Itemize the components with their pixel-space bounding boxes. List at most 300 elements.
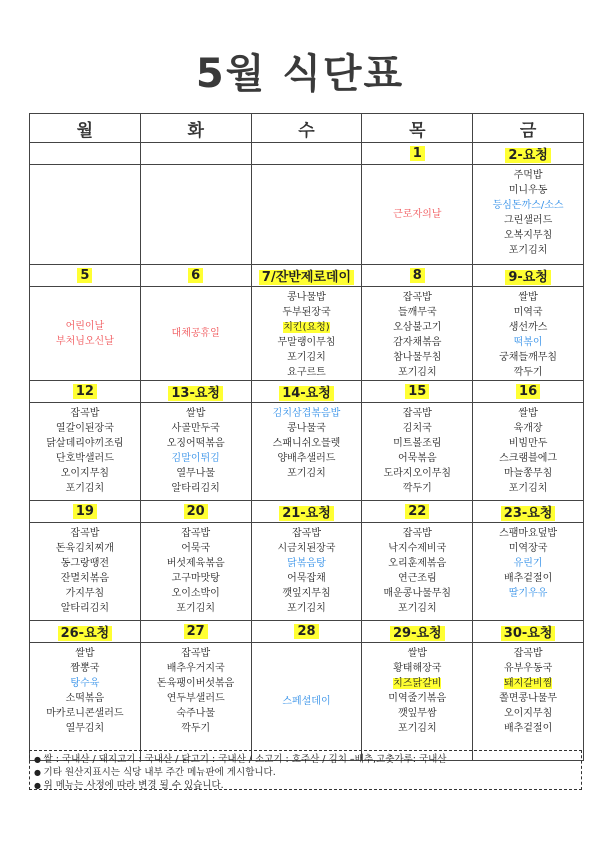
holiday-label: [141, 326, 251, 341]
menu-item: [473, 198, 583, 213]
date-label: 16: [516, 384, 540, 399]
menu-text: 고구마맛탕: [171, 573, 220, 584]
menu-text: 어묵볶음: [397, 453, 437, 464]
menu-item: [362, 350, 472, 365]
menu-item: [473, 661, 583, 676]
date-cell: [473, 381, 584, 403]
menu-text: 사골만두국: [171, 423, 220, 434]
menu-item: [252, 601, 362, 616]
menu-text: 오징어떡볶음: [166, 438, 225, 449]
holiday-cell: [140, 287, 251, 381]
date-label: 14-요청: [279, 386, 334, 401]
menu-text: 무말랭이무침: [277, 337, 336, 348]
menu-text: 도라지오이무침: [383, 468, 452, 479]
date-cell: [251, 143, 362, 165]
date-cell: [362, 143, 473, 165]
menu-text: 열갈이된장국: [55, 423, 114, 434]
menu-text: 어묵국: [181, 543, 211, 554]
date-label: 8: [410, 268, 425, 283]
menu-cell: [251, 287, 362, 381]
page-title: 5월 식단표: [195, 51, 405, 97]
menu-text: 오이지무침: [60, 468, 110, 479]
menu-item: [362, 421, 472, 436]
menu-item: [141, 706, 251, 721]
menu-text: 소떡볶음: [65, 693, 105, 704]
menu-text: 등심돈까스/소스: [492, 200, 564, 211]
menu-text: 포기김치: [176, 603, 216, 614]
empty-cell: [140, 165, 251, 265]
date-label: 19: [73, 504, 97, 519]
menu-item: [362, 586, 472, 601]
special-cell: [251, 643, 362, 761]
date-cell: [473, 621, 584, 643]
menu-cell: [362, 523, 473, 621]
menu-item: [473, 526, 583, 541]
menu-item: [252, 556, 362, 571]
menu-text: 딸기우유: [508, 588, 548, 599]
menu-text: 잔멸치볶음: [60, 573, 110, 584]
notes-box: [29, 750, 582, 790]
holiday-cell: [30, 287, 141, 381]
menu-text: 오삼불고기: [393, 322, 442, 333]
menu-cell: [251, 403, 362, 501]
special-label: [252, 694, 362, 709]
menu-text: 스크램블에그: [499, 453, 558, 464]
menu-item: [30, 601, 140, 616]
menu-cell: [362, 643, 473, 761]
menu-text: 오이소박이: [171, 588, 220, 599]
menu-item: [473, 168, 583, 183]
note-origin: ● 쌀 : 국내산 / 돼지고기 : 국내산 / 닭고기 : 국내산 / 소고기 : 호주산 / 김치 –배추,고춧가루: 국내산: [34, 753, 581, 766]
date-label: 28: [294, 624, 318, 639]
menu-item: [362, 320, 472, 335]
menu-item: [473, 451, 583, 466]
menu-text: 유부우동국: [503, 663, 553, 674]
menu-item: [30, 526, 140, 541]
menu-item: [252, 466, 362, 481]
date-cell: [251, 381, 362, 403]
menu-cell: [251, 523, 362, 621]
menu-cell: [473, 287, 584, 381]
menu-text: 연근조림: [397, 573, 437, 584]
menu-text: 포기김치: [397, 723, 437, 734]
menu-item: [473, 706, 583, 721]
date-label: 5: [77, 268, 92, 283]
menu-item: [141, 691, 251, 706]
menu-text: 스팸마요덮밥: [499, 528, 558, 539]
menu-cell: [30, 523, 141, 621]
menu-item: [30, 676, 140, 691]
menu-item: [30, 691, 140, 706]
date-cell: [251, 501, 362, 523]
date-cell: [473, 501, 584, 523]
menu-item: [362, 691, 472, 706]
menu-item: [141, 586, 251, 601]
holiday-label: [30, 319, 140, 334]
date-cell: [251, 621, 362, 643]
date-row: [30, 501, 584, 523]
date-label: 23-요청: [501, 506, 556, 521]
menu-item: [30, 406, 140, 421]
date-cell: [140, 501, 251, 523]
menu-text: 열무김치: [65, 723, 105, 734]
menu-item: [362, 335, 472, 350]
empty-cell: [251, 165, 362, 265]
date-row: [30, 143, 584, 165]
menu-item: [30, 646, 140, 661]
menu-cell: [140, 643, 251, 761]
menu-item: [362, 676, 472, 691]
date-label: 20: [184, 504, 208, 519]
menu-text: 유린기: [513, 558, 543, 569]
date-cell: [140, 265, 251, 287]
menu-text: 포기김치: [508, 245, 548, 256]
date-label: 6: [188, 268, 203, 283]
menu-item: [362, 706, 472, 721]
menu-item: [362, 571, 472, 586]
menu-item: [141, 646, 251, 661]
menu-item: [141, 541, 251, 556]
day-header: 월: [30, 114, 141, 143]
menu-text: 포기김치: [287, 603, 326, 614]
menu-text: 미역국: [513, 307, 543, 318]
menu-cell: [140, 403, 251, 501]
menu-item: [473, 421, 583, 436]
menu-item: [30, 556, 140, 571]
menu-text: 매운콩나물무침: [383, 588, 452, 599]
date-cell: [473, 265, 584, 287]
menu-text: 황태해장국: [393, 663, 442, 674]
menu-item: [30, 571, 140, 586]
menu-item: [30, 466, 140, 481]
menu-item: [473, 305, 583, 320]
menu-item: [252, 436, 362, 451]
date-cell: [140, 381, 251, 403]
menu-text: 감자채볶음: [393, 337, 442, 348]
menu-text: 마카로니콘샐러드: [46, 708, 124, 719]
menu-item: [30, 481, 140, 496]
menu-text: 김말이튀김: [171, 453, 220, 464]
menu-text: 잡곡밥: [513, 648, 543, 659]
menu-text: 그린샐러드: [503, 215, 553, 226]
menu-item: [252, 320, 362, 335]
date-cell: [362, 381, 473, 403]
menu-cell: [473, 523, 584, 621]
menu-item: [252, 406, 362, 421]
menu-item: [473, 571, 583, 586]
menu-item: [252, 586, 362, 601]
menu-cell: [140, 523, 251, 621]
menu-text: 잡곡밥: [70, 528, 100, 539]
date-cell: [362, 621, 473, 643]
menu-text: 쌀밥: [75, 648, 95, 659]
date-label: 15: [405, 384, 429, 399]
menu-table: [29, 113, 584, 761]
menu-item: [473, 228, 583, 243]
menu-item: [473, 646, 583, 661]
menu-text: 쫄면콩나물무: [499, 693, 558, 704]
menu-text: 시금치된장국: [277, 543, 336, 554]
menu-item: [252, 350, 362, 365]
date-cell: [30, 621, 141, 643]
date-cell: [140, 143, 251, 165]
menu-item: [362, 365, 472, 380]
menu-item: [252, 290, 362, 305]
menu-text: 스페셜데이: [282, 696, 331, 707]
menu-item: [362, 526, 472, 541]
menu-item: [473, 436, 583, 451]
menu-text: 궁채들깨무침: [499, 352, 558, 363]
menu-item: [30, 661, 140, 676]
menu-item: [362, 436, 472, 451]
menu-text: 가지무침: [65, 588, 105, 599]
date-row: [30, 621, 584, 643]
menu-text: 쌀밥: [518, 408, 538, 419]
menu-text: 주먹밥: [513, 170, 543, 181]
menu-text: 깍두기: [402, 483, 432, 494]
note-origin-other: ● 기타 원산지표시는 식당 내부 주간 메뉴판에 게시합니다.: [34, 766, 581, 779]
menu-text: 포기김치: [287, 468, 326, 479]
menu-text: 열무나물: [176, 468, 216, 479]
menu-item: [362, 646, 472, 661]
date-cell: [140, 621, 251, 643]
menu-item: [473, 556, 583, 571]
menu-text: 오복지무침: [503, 230, 553, 241]
menu-item: [473, 365, 583, 380]
menu-item: [30, 436, 140, 451]
menu-text: 단호박샐러드: [55, 453, 114, 464]
menu-row: [30, 403, 584, 501]
menu-text: 연두부샐러드: [166, 693, 225, 704]
menu-item: [362, 721, 472, 736]
menu-text: 김치삼겹볶음밥: [272, 408, 341, 419]
menu-item: [141, 526, 251, 541]
day-header: 수: [251, 114, 362, 143]
menu-item: [30, 721, 140, 736]
menu-item: [362, 451, 472, 466]
menu-item: [473, 335, 583, 350]
menu-text: 쌀밥: [407, 648, 427, 659]
menu-item: [473, 290, 583, 305]
menu-item: [30, 586, 140, 601]
menu-item: [141, 676, 251, 691]
menu-item: [30, 706, 140, 721]
menu-item: [141, 451, 251, 466]
menu-item: [362, 556, 472, 571]
menu-text: 쌀밥: [186, 408, 206, 419]
menu-text: 미트볼조림: [393, 438, 442, 449]
menu-item: [252, 305, 362, 320]
date-label: 22: [405, 504, 429, 519]
day-header: 화: [140, 114, 251, 143]
menu-text: 어린이날: [65, 320, 105, 332]
menu-item: [362, 290, 472, 305]
menu-item: [141, 481, 251, 496]
menu-text: 배추우거지국: [166, 663, 225, 674]
menu-text: 오리훈제볶음: [388, 558, 447, 569]
menu-text: 떡볶이: [513, 337, 543, 348]
menu-text: 육개장: [513, 423, 543, 434]
holiday-label: [362, 207, 472, 222]
menu-item: [362, 406, 472, 421]
menu-item: [252, 541, 362, 556]
menu-item: [362, 541, 472, 556]
date-label: 9-요청: [505, 270, 551, 285]
empty-cell: [30, 165, 141, 265]
menu-text: 잡곡밥: [181, 528, 211, 539]
date-cell: [362, 265, 473, 287]
date-label: 29-요청: [390, 626, 445, 641]
menu-row: [30, 287, 584, 381]
date-label: 21-요청: [279, 506, 334, 521]
menu-item: [141, 421, 251, 436]
menu-item: [362, 661, 472, 676]
day-header: 금: [473, 114, 584, 143]
date-cell: [251, 265, 362, 287]
menu-cell: [473, 165, 584, 265]
date-cell: [30, 501, 141, 523]
menu-text: 참나물무침: [393, 352, 442, 363]
menu-item: [473, 721, 583, 736]
day-header-row: [30, 114, 584, 143]
menu-row: [30, 165, 584, 265]
menu-text: 탕수육: [70, 678, 100, 689]
menu-item: [141, 661, 251, 676]
date-label: 2-요청: [505, 148, 551, 163]
date-label: 30-요청: [501, 626, 556, 641]
holiday-label: [30, 334, 140, 349]
menu-item: [473, 243, 583, 258]
menu-item: [252, 571, 362, 586]
menu-item: [141, 721, 251, 736]
menu-item: [473, 320, 583, 335]
menu-text: 포기김치: [397, 367, 437, 378]
menu-text: 포기김치: [508, 483, 548, 494]
menu-item: [473, 466, 583, 481]
menu-cell: [473, 643, 584, 761]
menu-item: [362, 481, 472, 496]
menu-text: 잡곡밥: [181, 648, 211, 659]
date-cell: [30, 265, 141, 287]
menu-text: 낙지수제비국: [388, 543, 447, 554]
menu-text: 잡곡밥: [402, 408, 432, 419]
date-label: 12: [73, 384, 97, 399]
menu-item: [473, 350, 583, 365]
menu-text: 깍두기: [513, 367, 543, 378]
menu-item: [473, 183, 583, 198]
menu-text: 버섯제육볶음: [166, 558, 225, 569]
menu-item: [141, 601, 251, 616]
menu-text: 치즈닭갈비: [393, 678, 442, 689]
menu-item: [141, 436, 251, 451]
menu-text: 잡곡밥: [402, 528, 432, 539]
menu-item: [473, 406, 583, 421]
menu-text: 배추겉절이: [503, 573, 553, 584]
menu-text: 콩나물밥: [287, 292, 326, 303]
menu-cell: [473, 403, 584, 501]
menu-text: 두부된장국: [282, 307, 331, 318]
menu-text: 짬뽕국: [70, 663, 100, 674]
menu-text: 깻잎지무침: [282, 588, 331, 599]
menu-text: 포기김치: [397, 603, 437, 614]
menu-text: 요구르트: [287, 367, 326, 378]
menu-item: [141, 406, 251, 421]
menu-text: 닭살데리야끼조림: [46, 438, 124, 449]
date-label: 26-요청: [58, 626, 113, 641]
menu-text: 알타리김치: [60, 603, 110, 614]
menu-item: [30, 451, 140, 466]
date-label: 27: [184, 624, 208, 639]
date-cell: [362, 501, 473, 523]
menu-item: [252, 335, 362, 350]
menu-text: 스패니쉬오믈렛: [272, 438, 341, 449]
menu-item: [362, 466, 472, 481]
date-row: [30, 265, 584, 287]
menu-text: 양배추샐러드: [277, 453, 336, 464]
note-change: ● 위 메뉴는 사정에 따라 변경 될 수 있습니다.: [34, 779, 581, 792]
date-cell: [30, 381, 141, 403]
menu-text: 돼지갈비찜: [503, 678, 553, 689]
menu-cell: [362, 287, 473, 381]
menu-text: 깍두기: [181, 723, 211, 734]
menu-text: 들깨무국: [397, 307, 437, 318]
menu-text: 어묵잡채: [287, 573, 326, 584]
menu-item: [473, 213, 583, 228]
menu-item: [141, 556, 251, 571]
day-header: 목: [362, 114, 473, 143]
menu-text: 알타리김치: [171, 483, 220, 494]
menu-text: 포기김치: [65, 483, 105, 494]
menu-text: 돈육팽이버섯볶음: [157, 678, 235, 689]
date-label: 13-요청: [168, 386, 223, 401]
holiday-cell: [362, 165, 473, 265]
menu-text: 쌀밥: [518, 292, 538, 303]
menu-cell: [30, 403, 141, 501]
menu-item: [252, 526, 362, 541]
menu-text: 돈육김치찌개: [55, 543, 114, 554]
menu-text: 콩나물국: [287, 423, 326, 434]
menu-text: 미니우동: [508, 185, 548, 196]
date-cell: [473, 143, 584, 165]
menu-text: 미역장국: [508, 543, 548, 554]
menu-text: 치킨(요청): [283, 322, 330, 333]
menu-text: 깻잎무쌈: [397, 708, 437, 719]
menu-text: 배추겉절이: [503, 723, 553, 734]
menu-item: [252, 451, 362, 466]
menu-text: 숙주나물: [176, 708, 216, 719]
menu-text: 잡곡밥: [292, 528, 321, 539]
menu-text: 마늘쫑무침: [503, 468, 553, 479]
menu-item: [473, 586, 583, 601]
menu-item: [473, 676, 583, 691]
menu-cell: [30, 643, 141, 761]
date-label: 7/잔반제로데이: [259, 270, 354, 285]
menu-cell: [362, 403, 473, 501]
date-label: 1: [410, 146, 425, 161]
menu-text: 대체공휴일: [171, 328, 220, 339]
menu-text: 잡곡밥: [70, 408, 100, 419]
menu-text: 비빔만두: [508, 438, 548, 449]
menu-text: 근로자의날: [393, 209, 442, 220]
menu-item: [30, 541, 140, 556]
menu-item: [252, 421, 362, 436]
menu-item: [473, 541, 583, 556]
menu-text: 부처님오신날: [55, 335, 114, 347]
menu-item: [252, 365, 362, 380]
date-row: [30, 381, 584, 403]
menu-text: 포기김치: [287, 352, 326, 363]
menu-item: [141, 466, 251, 481]
